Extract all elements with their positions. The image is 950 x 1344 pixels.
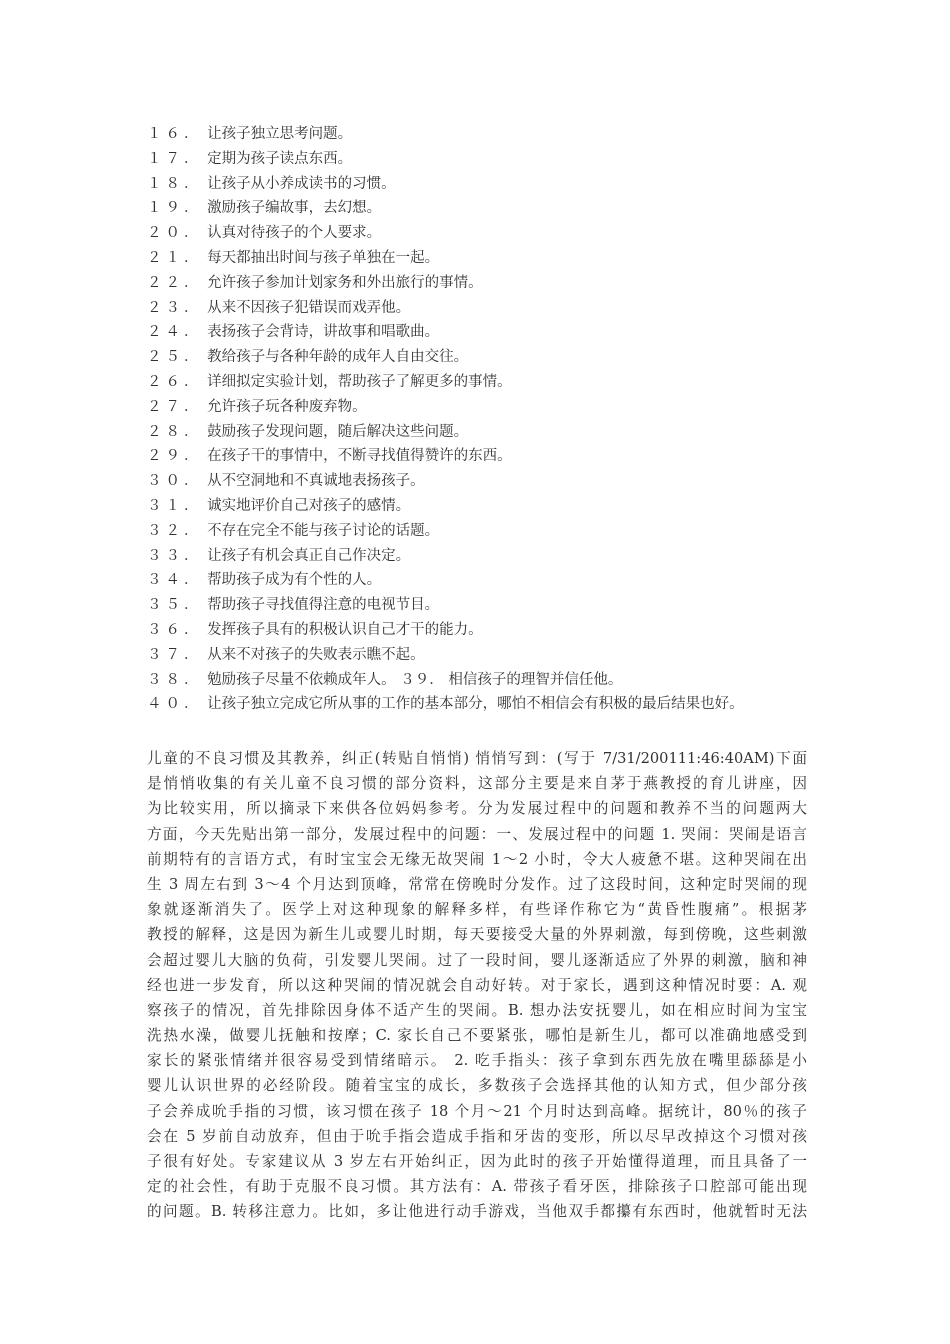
list-item-number: ２２． xyxy=(147,274,203,291)
list-item-text: 让孩子从小养成读书的习惯。 xyxy=(207,175,396,192)
paragraph-line: 婴儿认识世界的必经阶段。随着宝宝的成长，多数孩子会选择其他的认知方式，但少部分孩 xyxy=(147,1077,807,1095)
list-item xyxy=(147,122,827,147)
list-item xyxy=(147,370,827,395)
paragraph-line: 生 3 周左右到 3～4 个月达到顶峰，常常在傍晚时分发作。过了这段时间，这种定时哭闹的现 xyxy=(147,875,807,893)
list-item-text: 不存在完全不能与孩子讨论的话题。 xyxy=(207,522,440,539)
paragraph-line: 教授的解释，这是因为新生儿或婴儿时期，每天要接受大量的外界刺激，每到傍晚，这些刺激 xyxy=(147,926,807,944)
list-item-number: ２５． xyxy=(147,349,203,366)
list-item-text: 详细拟定实验计划，帮助孩子了解更多的事情。 xyxy=(207,373,512,390)
paragraph-line: 经也进一步发育，所以这种哭闹的情况就会自动好转。对于家长，遇到这种情况时要：A. 观 xyxy=(147,976,807,994)
list-item-number: １６． xyxy=(147,126,203,142)
list-item-text: 让孩子有机会真正自己作决定。 xyxy=(207,547,411,564)
list-item-text: 激励孩子编故事，去幻想。 xyxy=(207,200,382,217)
list-item-text: 表扬孩子会背诗，讲故事和唱歌曲。 xyxy=(207,324,440,341)
list-item-number: ３０． xyxy=(147,473,203,490)
list-item-text: 帮助孩子成为有个性的人。 xyxy=(207,572,382,589)
paragraph-line: 的问题。B. 转移注意力。比如，多让他进行动手游戏，当他双手都攥有东西时，他就暂时无法 xyxy=(147,1203,807,1221)
list-item xyxy=(147,668,827,693)
list-item xyxy=(147,345,827,370)
list-item xyxy=(147,444,827,469)
paragraph-line: 前期特有的言语方式，有时宝宝会无缘无故哭闹 1～2 小时，令大人疲惫不堪。这种哭闹在出 xyxy=(147,850,807,868)
list-item xyxy=(147,320,827,345)
list-item-number: ２６． xyxy=(147,373,203,390)
list-item-number: ３４． xyxy=(147,572,203,589)
list-item-number: １８． xyxy=(147,175,203,192)
list-item xyxy=(147,494,827,519)
list-item-number: ４０． xyxy=(147,696,203,713)
article-paragraph xyxy=(147,746,807,1225)
list-item-text: 认真对待孩子的个人要求。 xyxy=(207,225,382,242)
paragraph-line: 是悄悄收集的有关儿童不良习惯的部分资料，这部分主要是来自茅于燕教授的育儿讲座，因 xyxy=(147,775,807,793)
paragraph-line: 会在 5 岁前自动放弃，但由于吮手指会造成手指和牙齿的变形，所以尽早改掉这个习惯对孩 xyxy=(147,1127,807,1145)
list-item-number: ３７． xyxy=(147,646,203,663)
list-item xyxy=(147,544,827,569)
list-item-number: １９． xyxy=(147,200,203,217)
list-item-text: 允许孩子参加计划家务和外出旅行的事情。 xyxy=(207,274,483,291)
list-item xyxy=(147,643,827,668)
list-item-text: 从不空洞地和不真诚地表扬孩子。 xyxy=(207,473,425,490)
list-item-text: 从来不对孩子的失败表示瞧不起。 xyxy=(207,646,425,663)
list-item-number: ３６． xyxy=(147,621,203,638)
paragraph-line: 家长的紧张情绪并很容易受到情绪暗示。 2. 吃手指头：孩子拿到东西先放在嘴里舔舔是小 xyxy=(147,1052,807,1070)
list-item-text: 让孩子独立完成它所从事的工作的基本部分，哪怕不相信会有积极的最后结果也好。 xyxy=(207,696,744,713)
list-item-number: ３２． xyxy=(147,522,203,539)
list-item xyxy=(147,568,827,593)
paragraph-line: 会超过婴儿大脑的负荷，引发婴儿哭闹。过了一段时间，婴儿逐渐适应了外界的刺激，脑和神 xyxy=(147,951,807,969)
paragraph-line: 子很有好处。专家建议从 3 岁左右开始纠正，因为此时的孩子开始懂得道理，而且具备了一 xyxy=(147,1153,807,1170)
advice-list xyxy=(147,122,827,717)
list-item xyxy=(147,147,827,172)
list-item xyxy=(147,246,827,271)
list-item-text: 教给孩子与各种年龄的成年人自由交往。 xyxy=(207,349,469,366)
list-item xyxy=(147,469,827,494)
paragraph-line: 方面，今天先贴出第一部分，发展过程中的问题：一、发展过程中的问题 1. 哭闹：哭闹是语言 xyxy=(147,825,807,843)
list-item-text: 鼓励孩子发现问题，随后解决这些问题。 xyxy=(207,423,469,440)
list-item-text: 每天都抽出时间与孩子单独在一起。 xyxy=(207,249,440,266)
list-item-number: ２７． xyxy=(147,398,203,415)
list-item-text: 帮助孩子寻找值得注意的电视节目。 xyxy=(207,597,440,614)
list-item xyxy=(147,221,827,246)
list-item xyxy=(147,271,827,296)
list-item-number: ２８． xyxy=(147,423,203,440)
list-item-text: 诚实地评价自己对孩子的感情。 xyxy=(207,497,411,514)
list-item xyxy=(147,618,827,643)
list-item-number: ２０． xyxy=(147,225,203,242)
list-item xyxy=(147,593,827,618)
list-item xyxy=(147,519,827,544)
paragraph-line: 洗热水澡，做婴儿抚触和按摩；C. 家长自己不要紧张，哪怕是新生儿，都可以准确地感受到 xyxy=(147,1027,807,1045)
list-item xyxy=(147,172,827,197)
list-item-number: ３３． xyxy=(147,547,203,564)
list-item-number: ３１． xyxy=(147,497,203,514)
list-item-number: ２３． xyxy=(147,299,203,316)
paragraph-line: 为比较实用，所以摘录下来供各位妈妈参考。分为发展过程中的问题和教养不当的问题两大 xyxy=(147,800,807,818)
list-item-number: ３５． xyxy=(147,597,203,614)
list-item-number: ２４． xyxy=(147,324,203,341)
paragraph-line: 象就逐渐消失了。医学上对这种现象的解释多样，有些译作称它为“黄昏性腹痛”。根据茅 xyxy=(147,901,807,919)
list-item-text: 让孩子独立思考问题。 xyxy=(207,126,353,142)
paragraph-line: 子会养成吮手指的习惯，该习惯在孩子 18 个月～21 个月时达到高峰。据统计，80％的孩子 xyxy=(147,1102,807,1120)
list-item-number: ２９． xyxy=(147,448,203,465)
list-item-number: ３８． xyxy=(147,671,203,688)
list-item-text: 发挥孩子具有的积极认识自己才干的能力。 xyxy=(207,621,483,638)
list-item xyxy=(147,420,827,445)
list-item-text: 从来不因孩子犯错误而戏弄他。 xyxy=(207,299,411,316)
paragraph-line: 定的社会性，有助于克服不良习惯。其方法有：A. 带孩子看牙医，排除孩子口腔部可能出现 xyxy=(147,1178,807,1196)
paragraph-line: 儿童的不良习惯及其教养，纠正(转贴自悄悄) 悄悄写到：(写于 7/31/200111:46:40AM)下面 xyxy=(147,750,807,767)
list-item-text: 定期为孩子读点东西。 xyxy=(207,150,353,167)
list-item xyxy=(147,692,827,717)
list-item-text: 在孩子干的事情中，不断寻找值得赞许的东西。 xyxy=(207,448,512,465)
list-item xyxy=(147,296,827,321)
list-item-number: ２１． xyxy=(147,249,203,266)
list-item-number: １７． xyxy=(147,150,203,167)
list-item xyxy=(147,196,827,221)
list-item xyxy=(147,395,827,420)
paragraph-line: 察孩子的情况，首先排除因身体不适产生的哭闹。B. 想办法安抚婴儿，如在相应时间为宝宝 xyxy=(147,1001,807,1019)
list-item-text: 勉励孩子尽量不依赖成年人。 ３９． 相信孩子的理智并信任他。 xyxy=(207,671,623,688)
list-item-text: 允许孩子玩各种废弃物。 xyxy=(207,398,367,415)
